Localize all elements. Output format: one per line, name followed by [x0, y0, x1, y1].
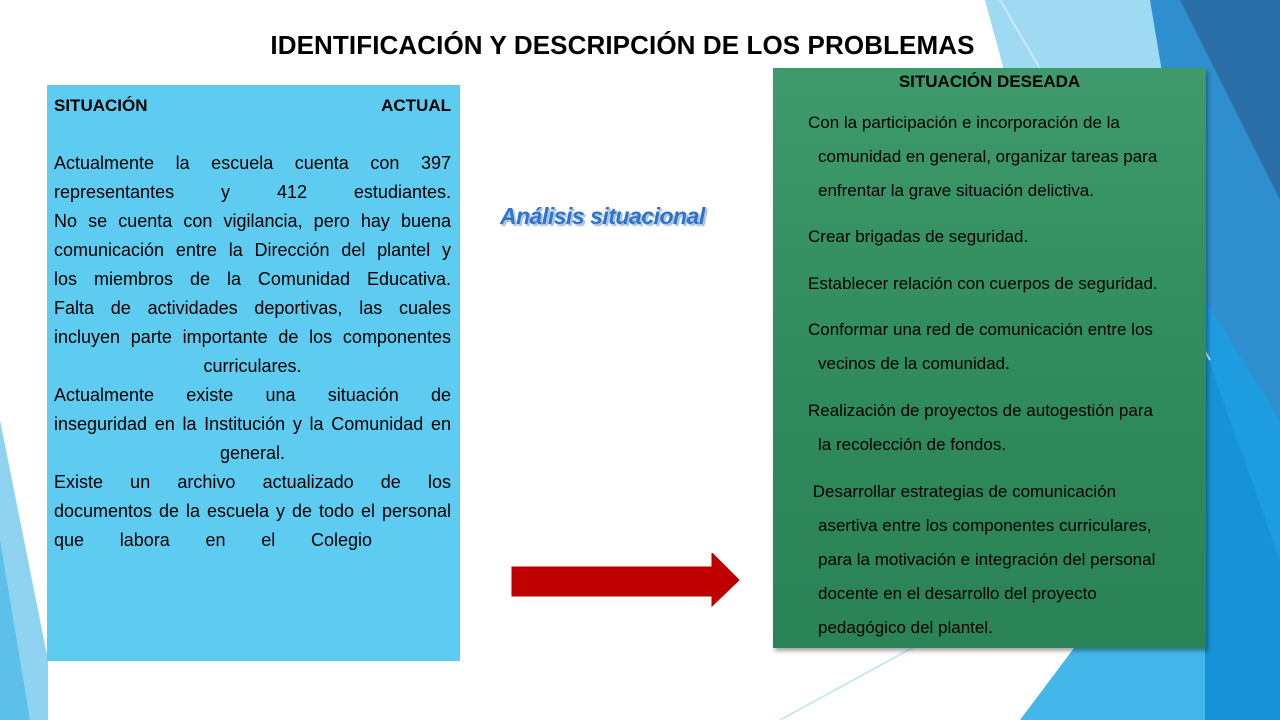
- text-line: representantes y 412 estudiantes.: [54, 182, 451, 202]
- text-line: inseguridad en la Institución y la Comunidad en: [54, 414, 451, 434]
- desired-item: [808, 106, 1203, 208]
- header-right: ACTUAL: [381, 96, 451, 115]
- item-line: enfrentar la grave situación delictiva.: [818, 181, 1094, 200]
- desired-item: [808, 313, 1203, 381]
- desired-item: [808, 394, 1203, 462]
- right-arrow-icon: [511, 553, 741, 607]
- text-line: curriculares.: [203, 356, 302, 376]
- item-line: Conformar una red de comunicación entre los: [808, 320, 1153, 339]
- text-line: general.: [219, 443, 286, 463]
- text-line: incluyen parte importante de los componentes: [54, 327, 451, 347]
- text-line: documentos de la escuela y de todo el personal: [54, 501, 451, 521]
- desired-item: [808, 475, 1203, 645]
- desired-situation-panel: [773, 68, 1206, 648]
- situational-analysis-label: Análisis situacional: [500, 203, 705, 229]
- slide-title: IDENTIFICACIÓN Y DESCRIPCIÓN DE LOS PROBLEMAS: [270, 30, 975, 60]
- item-line: vecinos de la comunidad.: [818, 354, 1010, 373]
- text-line-wrap: [54, 526, 451, 555]
- text-line: que labora en el Colegio: [54, 530, 372, 550]
- item-line: Realización de proyectos de autogestión para: [808, 401, 1153, 420]
- text-line: Falta de actividades deportivas, las cuales: [54, 298, 451, 318]
- desired-item: [808, 267, 1203, 301]
- text-line: No se cuenta con vigilancia, pero hay buena: [54, 211, 451, 231]
- item-line: Crear brigadas de seguridad.: [808, 227, 1029, 246]
- item-line: comunidad en general, organizar tareas para: [818, 147, 1158, 166]
- desired-situation-title: SITUACIÓN DESEADA: [898, 72, 1081, 91]
- item-line: Con la participación e incorporación de la: [808, 113, 1120, 132]
- current-situation-text: [54, 91, 451, 555]
- current-situation-panel: [47, 85, 460, 661]
- item-line: pedagógico del plantel.: [818, 618, 993, 637]
- item-line: docente en el desarrollo del proyecto: [818, 584, 1097, 603]
- text-line: Actualmente existe una situación de: [54, 385, 451, 405]
- header-left: SITUACIÓN: [54, 96, 148, 115]
- item-line: Establecer relación con cuerpos de seguridad.: [808, 274, 1158, 293]
- item-line: asertiva entre los componentes curriculares,: [818, 516, 1152, 535]
- text-line: Actualmente la escuela cuenta con 397: [54, 153, 451, 173]
- desired-item: [808, 220, 1203, 254]
- text-line: los miembros de la Comunidad Educativa.: [54, 269, 451, 289]
- item-line: la recolección de fondos.: [818, 435, 1007, 454]
- item-line: Desarrollar estrategias de comunicación: [808, 482, 1117, 501]
- text-line: Existe un archivo actualizado de los: [54, 472, 451, 492]
- text-line: comunicación entre la Dirección del plantel y: [54, 240, 451, 260]
- current-situation-header: [54, 91, 451, 120]
- item-line: para la motivación e integración del personal: [818, 550, 1156, 569]
